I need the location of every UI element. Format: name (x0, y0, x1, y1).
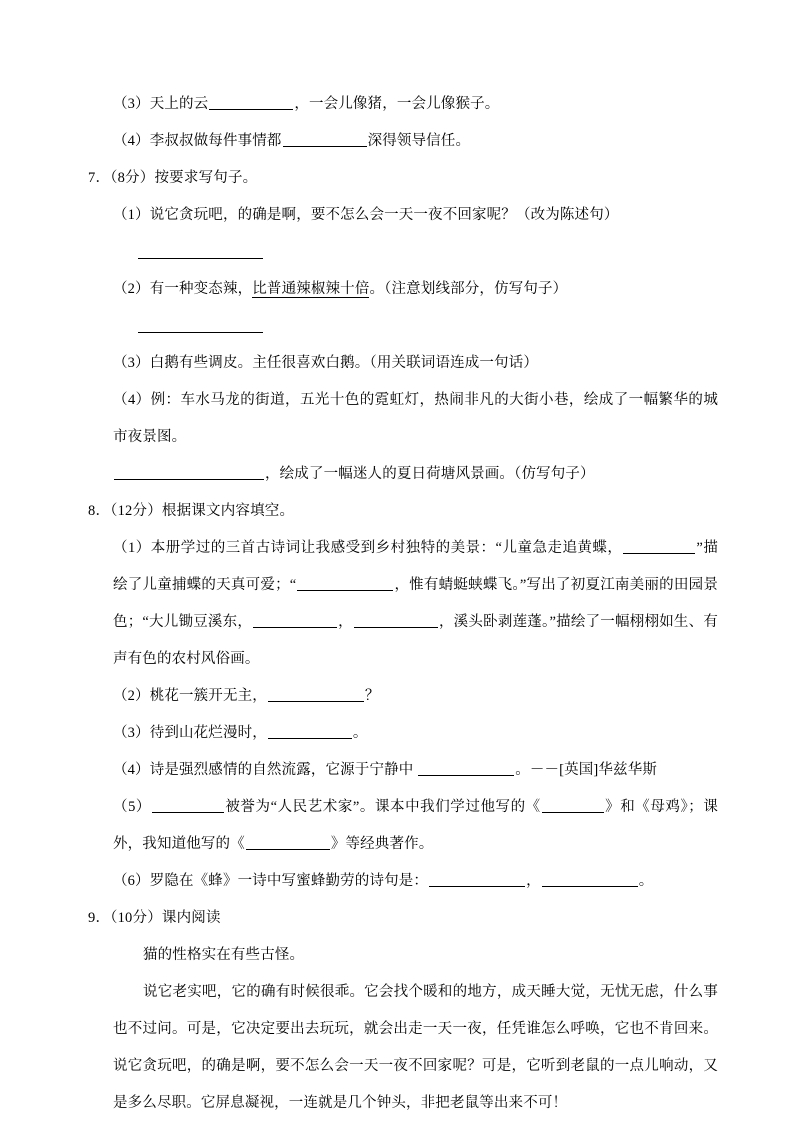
fill-blank[interactable] (354, 613, 438, 628)
q9-passage-paragraph: 说它老实吧，它的确有时候很乖。它会找个暖和的地方，成天睡大觉，无忧无虑，什么事也不过问。可是，它决定要出去玩玩，就会出走一天一夜，任凭谁怎么呼唤，它也不肯回来。说它贪玩吧，的确是啊，要不怎么会一天一夜不回家呢？可是，它听到老鼠的一点儿响动，又是多么尽职。它屏息凝视，一连就是几个钟头，非把老鼠等出来不可！ (113, 984, 718, 1111)
fill-blank[interactable] (246, 835, 330, 850)
q8-item-2 (88, 678, 718, 715)
q8-item-2-label: （2） (113, 688, 150, 704)
fill-blank[interactable] (418, 761, 514, 776)
question-7-title: 按要求写句子。 (154, 170, 258, 186)
q8-item-3 (88, 715, 718, 752)
q8-item-5 (88, 789, 718, 863)
q7-item-4-answer-tail: ，绘成了一幅迷人的夏日荷塘风景画。（仿写句子） (265, 466, 595, 482)
q7-item-4-answer (88, 456, 718, 493)
q9-passage-paragraph: 猫的性格实在有些古怪。 (143, 947, 305, 963)
fill-blank[interactable] (429, 872, 525, 887)
q7-item-2-answer-rule[interactable] (88, 308, 718, 345)
q8-item-5-seg3: 》等经典著作。 (330, 836, 434, 852)
fill-blank[interactable] (623, 539, 695, 554)
carryover-item-3 (88, 86, 718, 123)
q7-item-1 (88, 197, 718, 234)
q8-item-4-label: （4） (113, 762, 150, 778)
q8-item-5-seg2: 》和《母鸡》；课外，我知道他写的《 (113, 799, 719, 852)
q8-item-6-post: 。 (638, 873, 654, 889)
q7-item-2-text-pre: 有一种变态辣， (149, 281, 253, 297)
question-9-heading (88, 900, 718, 937)
question-9-score: （10分） (110, 910, 162, 926)
question-7-number: 7． (88, 170, 111, 186)
q7-item-1-label: （1） (113, 207, 150, 223)
q8-item-1-seg3: ，惟有蜻蜓蛱蝶飞。”写出了初夏江南美丽的田园景色；“大儿锄豆溪东， (113, 577, 719, 630)
q8-item-4-post: 。－－[英国]华兹华斯 (515, 762, 657, 778)
q7-item-3-label: （3） (113, 355, 150, 371)
answer-rule[interactable] (138, 234, 263, 259)
q7-item-4 (88, 382, 718, 456)
q8-item-6 (88, 863, 718, 900)
fill-blank[interactable] (297, 576, 393, 591)
question-8-number: 8． (88, 503, 111, 519)
carryover-item-3-tail: ，一会儿像猪，一会儿像猴子。 (294, 96, 500, 112)
q8-item-3-pre: 待到山花烂漫时， (149, 725, 267, 741)
fill-blank[interactable] (283, 132, 367, 147)
question-8-heading (88, 493, 718, 530)
q8-item-1-seg2: ”描绘了儿童捕蝶的天真可爱；“ (113, 540, 718, 593)
question-7-score: （8分） (110, 170, 155, 186)
q8-item-1-seg1: 本册学过的三首古诗词让我感受到乡村独特的美景：“儿童急走追黄蝶， (150, 540, 623, 556)
q8-item-6-label: （6） (113, 873, 150, 889)
carryover-item-3-text: （3）天上的云 (113, 96, 209, 112)
q7-item-2-label: （2） (113, 281, 150, 297)
q7-item-3 (88, 345, 718, 382)
q8-item-1-label: （1） (113, 540, 151, 556)
q7-item-1-answer-rule[interactable] (88, 234, 718, 271)
q8-item-5-seg1: 被誉为“人民艺术家”。课本中我们学过他写的《 (224, 799, 541, 815)
fill-blank[interactable] (268, 724, 352, 739)
question-8-title: 根据课文内容填空。 (161, 503, 295, 519)
q8-item-4 (88, 752, 718, 789)
q8-item-2-post: ？ (364, 688, 380, 704)
q8-item-1 (88, 530, 718, 678)
carryover-item-4-text: （4）李叔叔做每件事情都 (113, 133, 282, 149)
q8-item-2-pre: 桃花一簇开无主， (149, 688, 267, 704)
q7-item-2-underlined-phrase: 比普通辣椒辣十倍 (252, 281, 370, 297)
fill-blank[interactable] (268, 687, 364, 702)
question-9-title: 课内阅读 (161, 910, 221, 926)
q8-item-1-seg4: ， (338, 614, 353, 630)
q8-item-6-pre: 罗隐在《蜂》一诗中写蜜蜂勤劳的诗句是： (149, 873, 429, 889)
q7-item-1-text: 说它贪玩吧，的确是啊，要不怎么会一天一夜不回家呢？（改为陈述句） (149, 207, 619, 223)
fill-blank[interactable] (209, 95, 293, 110)
q7-item-2 (88, 271, 718, 308)
q8-item-5-label: （5） (113, 799, 151, 815)
fill-blank[interactable] (253, 613, 337, 628)
q8-item-3-label: （3） (113, 725, 150, 741)
question-9-number: 9． (88, 910, 111, 926)
q8-item-4-pre: 诗是强烈感情的自然流露，它源于宁静中 (149, 762, 414, 778)
q7-item-4-label: （4） (113, 392, 151, 408)
q7-item-2-text-post: 。（注意划线部分，仿写句子） (369, 281, 568, 297)
fill-blank[interactable] (152, 798, 224, 813)
answer-rule[interactable] (138, 308, 263, 333)
q7-item-4-text: 例：车水马龙的街道，五光十色的霓虹灯，热闹非凡的大街小巷，绘成了一幅繁华的城市夜景图。 (113, 392, 718, 445)
carryover-item-4-tail: 深得领导信任。 (367, 133, 471, 149)
fill-blank[interactable] (542, 798, 604, 813)
fill-blank[interactable] (114, 465, 264, 480)
carryover-item-4 (88, 123, 718, 160)
q8-item-3-post: 。 (352, 725, 368, 741)
q8-item-6-mid: ， (526, 873, 541, 889)
q8-item-1-seg5: ，溪头卧剥莲蓬。”描绘了一幅栩栩如生、有声有色的农村风俗画。 (113, 614, 719, 667)
q7-item-3-text: 白鹅有些调皮。主任很喜欢白鹅。（用关联词语连成一句话） (149, 355, 539, 371)
question-8-score: （12分） (110, 503, 162, 519)
question-7-heading (88, 160, 718, 197)
fill-blank[interactable] (542, 872, 638, 887)
